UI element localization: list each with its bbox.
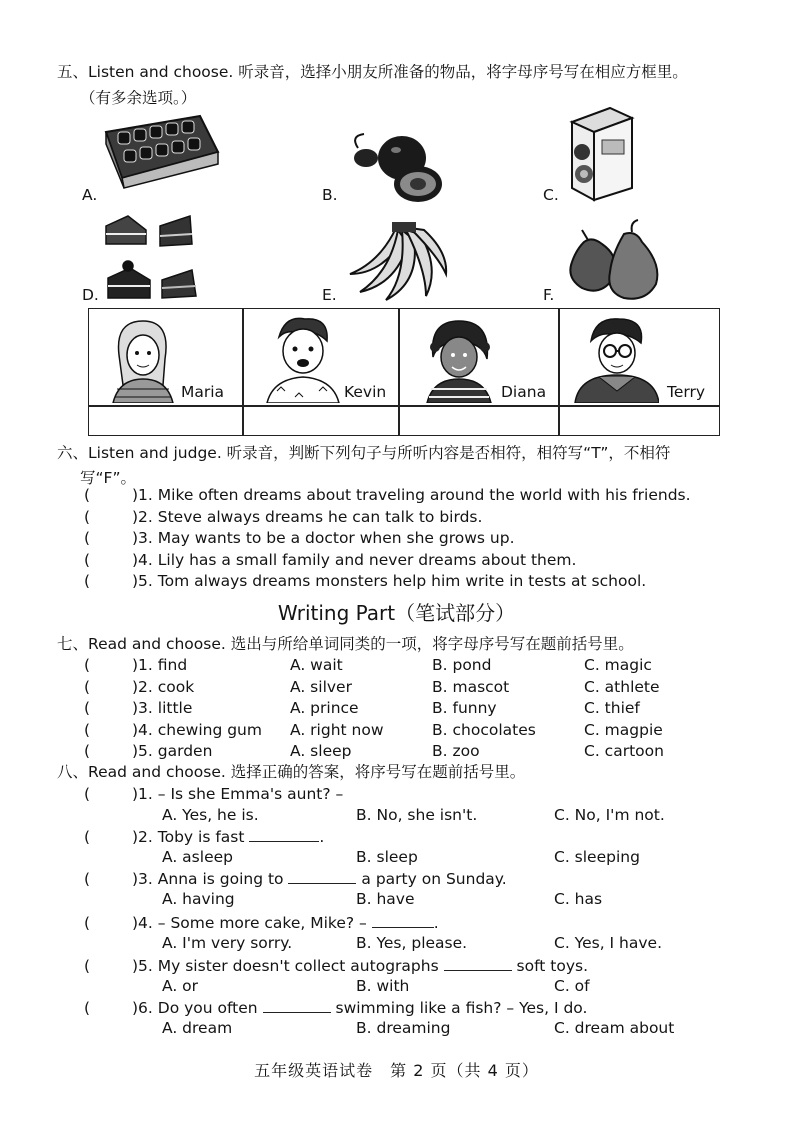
judge-list — [84, 486, 691, 594]
cake-slices-icon — [100, 208, 210, 302]
terry-portrait-icon — [569, 313, 659, 403]
list-item: ( )2. Steve always dreams he can talk to birds. — [84, 507, 483, 526]
section-6-title: 六、Listen and judge. 听录音，判断下列句子与所听内容是否相符，相符写“T”，不相符 — [57, 444, 671, 462]
list-item: ( )3. May wants to be a doctor when she grows up. — [84, 529, 515, 547]
kevin-portrait-icon — [259, 313, 345, 403]
chocolate-box-icon — [100, 112, 220, 190]
plums-icon — [340, 128, 460, 208]
page-footer: 五年级英语试卷 第 2 页（共 4 页） — [254, 1061, 539, 1080]
question-item: ( )1. – Is she Emma's aunt? – A. Yes, he is. B. No, she isn't. C. No, I'm not. — [84, 785, 665, 824]
kids-answer-table — [88, 308, 720, 436]
question-item: ( )3. Anna is going to a party on Sunday. A. having B. have C. has — [84, 870, 603, 908]
answer-paren[interactable]: ( — [84, 572, 91, 590]
list-item: ( )3. little A. prince B. funny C. thief — [84, 699, 640, 717]
list-item: ( )5. garden A. sleep B. zoo C. cartoon — [84, 742, 664, 760]
answer-paren[interactable]: ( — [84, 486, 91, 504]
list-item: ( )1. Mike often dreams about traveling around the world with his friends. — [84, 486, 691, 504]
section-7-title: 七、Read and choose. 选出与所给单词同类的一项，将字母序号写在题前括号里。 — [57, 635, 634, 653]
section-5-subtitle: （有多余选项。） — [80, 89, 197, 107]
list-item: ( )4. Lily has a small family and never dreams about them. — [84, 550, 577, 569]
answer-paren[interactable]: ( — [84, 699, 91, 717]
answer-paren[interactable]: ( — [84, 656, 91, 674]
answer-blank[interactable] — [372, 913, 434, 928]
kid-name-terry: Terry — [667, 383, 706, 401]
answer-blank[interactable] — [444, 956, 512, 971]
answer-paren[interactable]: ( — [84, 914, 91, 932]
bananas-icon — [340, 222, 450, 306]
list-item: ( )4. chewing gum A. right now B. chocolates C. magpie — [84, 720, 663, 739]
picture-label-c: C. — [543, 186, 559, 204]
pears-icon — [562, 218, 672, 302]
answer-paren[interactable]: ( — [84, 957, 91, 975]
diana-portrait-icon — [419, 313, 501, 403]
question-item: ( )2. Toby is fast . A. asleep B. sleep C. sleeping — [84, 828, 640, 866]
answer-paren[interactable]: ( — [84, 529, 91, 547]
answer-blank[interactable] — [288, 869, 356, 884]
answer-paren[interactable]: ( — [84, 550, 91, 569]
section-6-title-cont: 写“F”。 — [80, 469, 136, 487]
list-item: ( )5. Tom always dreams monsters help him write in tests at school. — [84, 572, 647, 590]
question-item: ( )4. – Some more cake, Mike? – . A. I'm very sorry. B. Yes, please. C. Yes, I have. — [84, 914, 663, 952]
section-8-title: 八、Read and choose. 选择正确的答案，将序号写在题前括号里。 — [57, 763, 526, 781]
kid-name-maria: Maria — [181, 383, 225, 401]
answer-paren[interactable]: ( — [84, 677, 91, 696]
picture-label-e: E. — [322, 286, 337, 304]
answer-paren[interactable]: ( — [84, 870, 91, 888]
answer-blank[interactable] — [263, 998, 331, 1013]
maria-portrait-icon — [103, 315, 183, 403]
answer-paren[interactable]: ( — [84, 828, 91, 846]
kid-name-kevin: Kevin — [344, 383, 387, 401]
word-choose-list — [84, 656, 684, 764]
section-5-title: 五、Listen and choose. 听录音，选择小朋友所准备的物品，将字母序号写在相应方框里。 — [57, 63, 688, 81]
question-item: ( )6. Do you often swimming like a fish? – Yes, I do. A. dream B. dreaming C. dream about — [84, 999, 675, 1037]
answer-paren[interactable]: ( — [84, 507, 91, 526]
answer-paren[interactable]: ( — [84, 999, 91, 1017]
picture-label-d: D. — [82, 286, 99, 304]
answer-blank[interactable] — [249, 827, 319, 842]
juice-carton-icon — [562, 100, 642, 204]
picture-label-f: F. — [543, 286, 555, 304]
list-item: ( )1. find A. wait B. pond C. magic — [84, 656, 652, 674]
writing-part-title: Writing Part（笔试部分） — [277, 601, 516, 625]
picture-label-b: B. — [322, 186, 338, 204]
picture-label-a: A. — [82, 186, 98, 204]
list-item: ( )2. cook A. silver B. mascot C. athlete — [84, 677, 660, 696]
answer-paren[interactable]: ( — [84, 785, 91, 803]
answer-paren[interactable]: ( — [84, 742, 91, 760]
answer-paren[interactable]: ( — [84, 720, 91, 739]
question-item: ( )5. My sister doesn't collect autographs soft toys. A. or B. with C. of — [84, 957, 590, 995]
kid-name-diana: Diana — [501, 383, 547, 401]
